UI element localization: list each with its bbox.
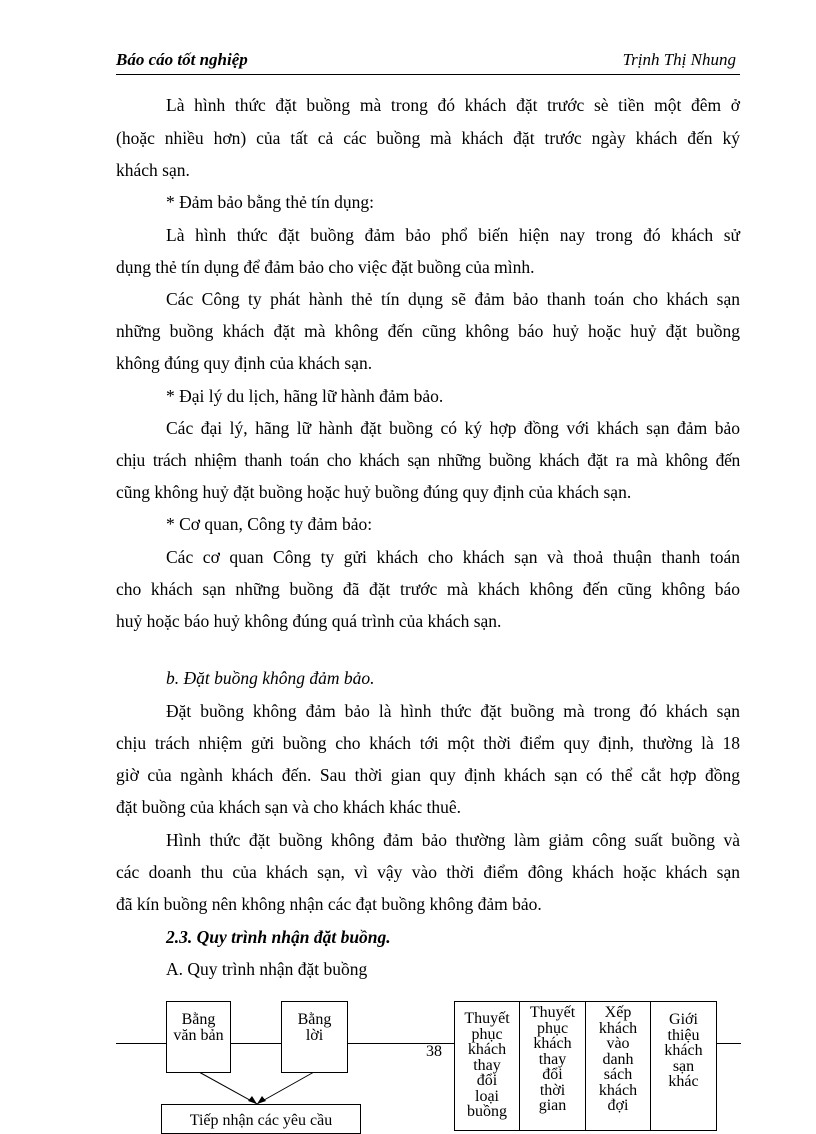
verbal-request-box: Bằng lời — [281, 1001, 348, 1073]
subheading: * Đảm bảo bằng thẻ tín dụng: — [166, 192, 375, 212]
option-change-room-type: Thuyết phục khách thay đổi loại buồng — [454, 1001, 520, 1131]
body-line: dụng thẻ tín dụng để đảm bảo cho việc đặt buồng của mình. — [116, 257, 535, 277]
page-number: 38 — [426, 1043, 442, 1060]
body-line: đặt buồng của khách sạn và cho khách khác thuê. — [116, 797, 462, 817]
option-waiting-list: Xếp khách vào danh sách khách đợi — [585, 1001, 651, 1131]
body-line: giờ của ngành khách đến. Sau thời gian quy định khách sạn có thể cắt hợp đồng — [116, 765, 740, 785]
header-title: Báo cáo tốt nghiệp — [116, 50, 248, 69]
body-line: Các Công ty phát hành thẻ tín dụng sẽ đảm bảo thanh toán cho khách sạn — [166, 289, 740, 309]
written-request-box: Bằng văn bản — [166, 1001, 231, 1073]
body-line: huỷ hoặc báo huỷ không đúng quá trình của khách sạn. — [116, 611, 502, 631]
body-line: chịu trách nhiệm thanh toán cho khách sạn những buồng khách đặt ra mà không đến — [116, 450, 740, 470]
body-line: Là hình thức đặt buồng đảm bảo phổ biến hiện nay trong đó khách sử — [166, 225, 740, 245]
header-author: Trịnh Thị Nhung — [622, 50, 736, 69]
diagram-caption: A. Quy trình nhận đặt buồng — [166, 959, 368, 979]
section-heading: b. Đặt buồng không đảm bảo. — [166, 668, 375, 688]
body-line: không đúng quy định của khách sạn. — [116, 353, 373, 373]
body-line: Các đại lý, hãng lữ hành đặt buồng có ký hợp đồng với khách sạn đảm bảo — [166, 418, 740, 438]
body-line: chịu trách nhiệm gửi buồng cho khách tới một thời điểm quy định, thường là 18 — [116, 733, 740, 753]
body-line: cho khách sạn những buồng đã đặt trước mà khách không đến cũng không báo — [116, 579, 740, 599]
body-line: (hoặc nhiều hơn) của tất cả các buồng mà khách đặt trước ngày khách đến ký — [116, 128, 740, 148]
option-other-hotel: Giới thiệu khách sạn khác — [650, 1001, 717, 1131]
body-line: khách sạn. — [116, 160, 190, 180]
body-line: Các cơ quan Công ty gửi khách cho khách sạn và thoả thuận thanh toán — [166, 547, 740, 567]
option-change-time: Thuyết phục khách thay đổi thời gian — [519, 1001, 586, 1131]
body-line: Đặt buồng không đảm bảo là hình thức đặt buồng mà trong đó khách sạn — [166, 701, 740, 721]
body-line: các doanh thu của khách sạn, vì vậy vào thời điểm đông khách hoặc khách sạn — [116, 862, 740, 882]
subheading: * Cơ quan, Công ty đảm bảo: — [166, 514, 373, 534]
body-line: cũng không huỷ đặt buồng hoặc huỷ buồng đúng quy định của khách sạn. — [116, 482, 632, 502]
subheading: * Đại lý du lịch, hãng lữ hành đảm bảo. — [166, 386, 444, 406]
receive-requests-box: Tiếp nhận các yêu cầu — [161, 1104, 361, 1134]
body-line: Hình thức đặt buồng không đảm bảo thường làm giảm công suất buồng và — [166, 830, 740, 850]
body-line: Là hình thức đặt buồng mà trong đó khách đặt trước sè tiền một đêm ở — [166, 95, 740, 115]
body-line: những buồng khách đặt mà không đến cũng không báo huỷ hoặc huỷ đặt buồng — [116, 321, 740, 341]
body-line: đã kín buồng nên không nhận các đạt buồng không đảm bảo. — [116, 894, 542, 914]
section-heading: 2.3. Quy trình nhận đặt buồng. — [166, 927, 391, 947]
